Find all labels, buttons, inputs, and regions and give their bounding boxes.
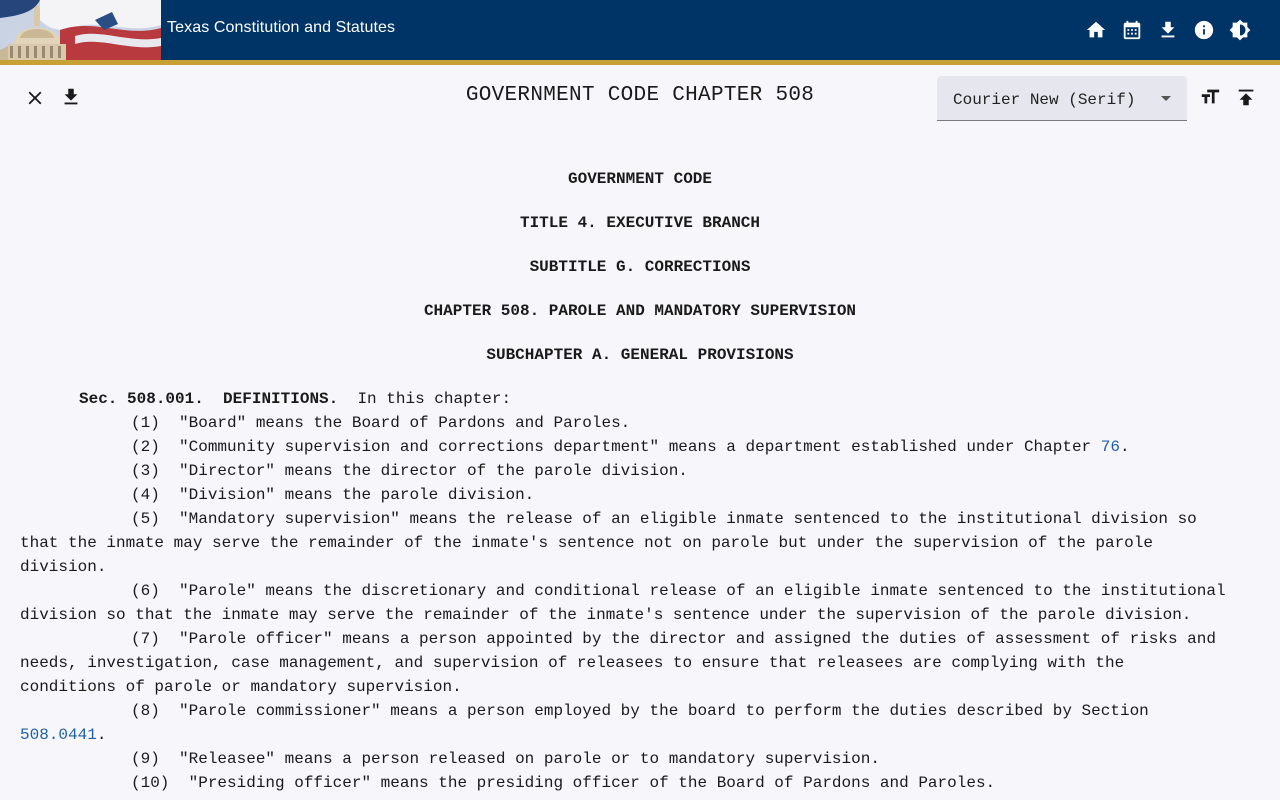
brightness-icon bbox=[1229, 19, 1251, 41]
download-icon bbox=[1157, 19, 1179, 41]
heading-subchapter: SUBCHAPTER A. GENERAL PROVISIONS bbox=[486, 346, 794, 364]
font-family-select[interactable] bbox=[937, 76, 1187, 121]
close-icon bbox=[24, 87, 46, 109]
definition-1: (1) "Board" means the Board of Pardons and Paroles. bbox=[131, 414, 631, 432]
scroll-to-top-icon bbox=[1235, 86, 1257, 108]
definition-9: (9) "Releasee" means a person released on parole or to mandatory supervision. bbox=[131, 750, 880, 768]
definition-4: (4) "Division" means the parole division. bbox=[131, 486, 535, 504]
definition-7-cont: needs, investigation, case management, and supervision of releasees to ensure that releasees are complying with the bbox=[20, 654, 1125, 672]
section-number: Sec. 508.001. bbox=[79, 390, 204, 408]
heading-subtitle: SUBTITLE G. CORRECTIONS bbox=[529, 258, 751, 276]
document-toolbar bbox=[0, 65, 1280, 129]
definition-2-end: . bbox=[1119, 438, 1130, 456]
text-size-icon bbox=[1199, 86, 1221, 108]
document-title: GOVERNMENT CODE CHAPTER 508 bbox=[465, 84, 815, 107]
app-bar-actions bbox=[1078, 12, 1258, 48]
definition-8-end: . bbox=[96, 726, 107, 744]
section-heading-line bbox=[79, 387, 511, 411]
scroll-to-top-button[interactable] bbox=[1230, 81, 1262, 113]
home-button[interactable] bbox=[1078, 12, 1114, 48]
texas-capitol-flag-logo bbox=[0, 0, 161, 60]
definition-2 bbox=[131, 435, 1130, 459]
info-icon bbox=[1193, 19, 1215, 41]
home-icon bbox=[1085, 19, 1107, 41]
definition-10: (10) "Presiding officer" means the presiding officer of the Board of Pardons and Paroles. bbox=[131, 774, 996, 792]
app-bar bbox=[0, 0, 1280, 60]
download-document-button[interactable] bbox=[55, 81, 87, 113]
definition-8-cont bbox=[20, 723, 106, 747]
definition-5-cont: that the inmate may serve the remainder of the inmate's sentence not on parole but under the supervision of the parole bbox=[20, 534, 1153, 552]
heading-code: GOVERNMENT CODE bbox=[567, 170, 713, 188]
definition-3: (3) "Director" means the director of the parole division. bbox=[131, 462, 688, 480]
download-button[interactable] bbox=[1150, 12, 1186, 48]
info-button[interactable] bbox=[1186, 12, 1222, 48]
font-select-value: Courier New (Serif) bbox=[953, 91, 1136, 109]
definition-2-text: (2) "Community supervision and corrections department" means a department established under Chapter bbox=[131, 438, 1101, 456]
statute-document bbox=[0, 129, 1280, 800]
calendar-icon bbox=[1121, 19, 1143, 41]
chapter-76-link[interactable]: 76 bbox=[1100, 438, 1120, 456]
download-icon bbox=[60, 86, 82, 108]
section-508-0441-link[interactable]: 508.0441 bbox=[20, 726, 97, 744]
text-size-button[interactable] bbox=[1194, 81, 1226, 113]
app-title: Texas Constitution and Statutes bbox=[167, 19, 396, 36]
definition-8: (8) "Parole commissioner" means a person employed by the board to perform the duties described by Section bbox=[131, 702, 1149, 720]
chevron-down-icon bbox=[1161, 96, 1171, 101]
definition-5: (5) "Mandatory supervision" means the release of an eligible inmate sentenced to the institutional division so bbox=[131, 510, 1197, 528]
definition-7-end: conditions of parole or mandatory supervision. bbox=[20, 678, 462, 696]
section-intro: In this chapter: bbox=[357, 390, 512, 408]
definition-5-end: division. bbox=[20, 558, 107, 576]
heading-title: TITLE 4. EXECUTIVE BRANCH bbox=[519, 214, 761, 232]
close-button[interactable] bbox=[19, 82, 51, 114]
calendar-button[interactable] bbox=[1114, 12, 1150, 48]
definition-6: (6) "Parole" means the discretionary and conditional release of an eligible inmate sentenced to the institutional bbox=[131, 582, 1226, 600]
definition-7: (7) "Parole officer" means a person appointed by the director and assigned the duties of assessment of risks and bbox=[131, 630, 1216, 648]
heading-chapter: CHAPTER 508. PAROLE AND MANDATORY SUPERVISION bbox=[423, 302, 857, 320]
brightness-button[interactable] bbox=[1222, 12, 1258, 48]
section-title: DEFINITIONS. bbox=[223, 390, 339, 408]
definition-6-cont: division so that the inmate may serve the remainder of the inmate's sentence under the supervision of the parole division. bbox=[20, 606, 1192, 624]
